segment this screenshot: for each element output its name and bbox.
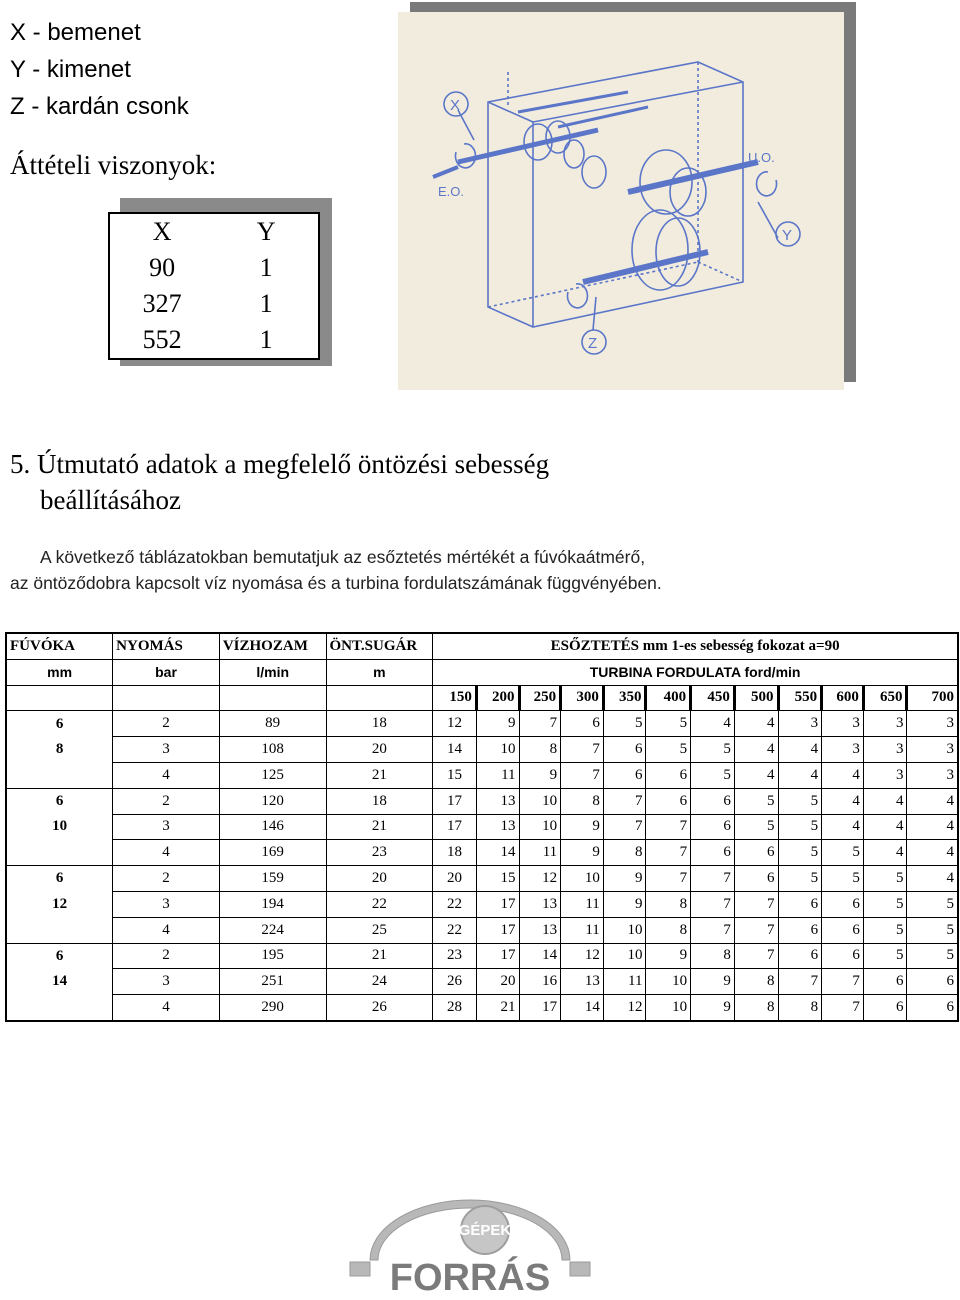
rainfall-cell: 5 (822, 840, 864, 866)
gearbox-drawing (398, 12, 844, 390)
rainfall-cell: 13 (561, 969, 604, 995)
ratio-row (109, 250, 319, 286)
rainfall-cell: 4 (907, 840, 958, 866)
ratio-title: Áttételi viszonyok: (10, 150, 217, 180)
unit-turbine-speed: TURBINA FORDULATA ford/min (589, 664, 801, 681)
rainfall-cell: 14 (433, 737, 477, 763)
drawing-label-eo: E.O. (438, 184, 465, 199)
rainfall-cell: 4 (907, 788, 958, 814)
rainfall-cell: 4 (734, 762, 778, 788)
rainfall-cell: 11 (603, 969, 646, 995)
table-row (6, 762, 958, 788)
ratio-cell: 1 (259, 289, 273, 318)
rpm-header-cell: 300 (561, 685, 604, 711)
table-row (6, 917, 958, 943)
rainfall-cell: 11 (476, 762, 519, 788)
rainfall-cell: 6 (822, 917, 864, 943)
units-row (6, 659, 958, 685)
rainfall-cell: 12 (561, 943, 604, 969)
rainfall-cell: 5 (778, 866, 822, 892)
jet-cell: 21 (326, 762, 433, 788)
rainfall-cell: 28 (433, 995, 477, 1021)
rainfall-cell: 17 (433, 788, 477, 814)
header-jet: ÖNT.SUGÁR (326, 633, 433, 659)
rainfall-cell: 9 (603, 891, 646, 917)
section-title (10, 446, 549, 518)
rainfall-cell: 7 (822, 995, 864, 1021)
drawing-label-y: Y (782, 227, 793, 244)
jet-cell: 24 (326, 969, 433, 995)
rainfall-cell: 22 (433, 917, 477, 943)
rainfall-cell: 3 (907, 737, 958, 763)
rainfall-cell: 9 (519, 762, 561, 788)
nozzle-cell (6, 917, 113, 943)
rainfall-cell: 6 (778, 943, 822, 969)
irrigation-table (5, 632, 959, 1022)
drawing-label-uo: U.O. (748, 150, 775, 165)
ratio-header-row (109, 213, 319, 250)
rpm-header-cell: 500 (734, 685, 778, 711)
logo-main-text: FORRÁS (389, 1257, 551, 1298)
rainfall-cell: 26 (433, 969, 477, 995)
rainfall-cell: 17 (476, 917, 519, 943)
ratio-cell: 1 (259, 253, 273, 282)
rainfall-cell: 7 (822, 969, 864, 995)
header-nozzle: FÚVÓKA (6, 633, 113, 659)
rainfall-cell: 8 (603, 840, 646, 866)
rainfall-cell: 13 (476, 814, 519, 840)
rainfall-cell: 17 (476, 891, 519, 917)
header-row (6, 633, 958, 659)
rainfall-cell: 5 (646, 711, 691, 737)
rainfall-cell: 6 (646, 788, 691, 814)
rainfall-cell: 6 (863, 995, 907, 1021)
rainfall-cell: 6 (863, 969, 907, 995)
ratio-table (108, 212, 320, 360)
rainfall-cell: 8 (691, 943, 735, 969)
rainfall-cell: 3 (863, 762, 907, 788)
drawing-label-x: X (450, 97, 461, 114)
rainfall-cell: 8 (734, 969, 778, 995)
rainfall-cell: 15 (476, 866, 519, 892)
rainfall-cell: 3 (907, 711, 958, 737)
unit-nozzle: mm (6, 659, 113, 685)
rainfall-cell: 12 (519, 866, 561, 892)
rainfall-cell: 11 (561, 917, 604, 943)
jet-cell: 26 (326, 995, 433, 1021)
rpm-header-cell: 650 (863, 685, 907, 711)
rpm-header-cell: 600 (822, 685, 864, 711)
rainfall-cell: 5 (646, 737, 691, 763)
ratio-row (109, 322, 319, 359)
pressure-cell: 4 (113, 995, 220, 1021)
rainfall-cell: 6 (822, 891, 864, 917)
jet-cell: 18 (326, 711, 433, 737)
ratio-header-y: Y (256, 217, 276, 246)
pressure-cell: 4 (113, 917, 220, 943)
rainfall-cell: 7 (734, 891, 778, 917)
rainfall-cell: 8 (646, 891, 691, 917)
flow-cell: 120 (219, 788, 326, 814)
rainfall-cell: 3 (778, 711, 822, 737)
rainfall-cell: 6 (691, 788, 735, 814)
rainfall-cell: 4 (863, 814, 907, 840)
rainfall-cell: 9 (561, 840, 604, 866)
nozzle-cell: 12 (6, 891, 113, 917)
rpm-header-cell: 150 (433, 685, 477, 711)
jet-cell: 22 (326, 891, 433, 917)
rainfall-cell: 10 (476, 737, 519, 763)
rainfall-cell: 5 (907, 943, 958, 969)
rainfall-cell: 20 (433, 866, 477, 892)
rainfall-cell: 13 (519, 891, 561, 917)
nozzle-cell: 14 (6, 969, 113, 995)
jet-cell: 18 (326, 788, 433, 814)
flow-cell: 194 (219, 891, 326, 917)
rainfall-cell: 23 (433, 943, 477, 969)
rainfall-cell: 7 (734, 943, 778, 969)
rainfall-cell: 9 (476, 711, 519, 737)
rainfall-cell: 7 (646, 814, 691, 840)
rainfall-cell: 5 (863, 891, 907, 917)
rainfall-cell: 5 (863, 943, 907, 969)
rainfall-cell: 4 (907, 866, 958, 892)
rainfall-cell: 3 (863, 711, 907, 737)
rainfall-cell: 4 (778, 737, 822, 763)
ratio-cell: 1 (259, 325, 273, 354)
legend-item-x: X - bemenet (10, 19, 141, 46)
jet-cell: 20 (326, 737, 433, 763)
intro-line-1: A következő táblázatokban bemutatjuk az esőztetés mértékét a fúvókaátmérő, (40, 547, 646, 567)
flow-cell: 125 (219, 762, 326, 788)
nozzle-cell: 6 (6, 943, 113, 969)
ratio-cell: 552 (142, 325, 182, 354)
rainfall-cell: 7 (646, 840, 691, 866)
rainfall-cell: 6 (907, 995, 958, 1021)
rainfall-cell: 4 (907, 814, 958, 840)
pressure-cell: 3 (113, 969, 220, 995)
pressure-cell: 2 (113, 943, 220, 969)
rainfall-cell: 8 (561, 788, 604, 814)
rainfall-cell: 3 (907, 762, 958, 788)
flow-cell: 224 (219, 917, 326, 943)
rainfall-cell: 7 (691, 866, 735, 892)
rpm-header-cell: 700 (907, 685, 958, 711)
rainfall-cell: 5 (863, 866, 907, 892)
rainfall-cell: 5 (778, 840, 822, 866)
table-row (6, 891, 958, 917)
rpm-header-cell: 250 (519, 685, 561, 711)
rainfall-cell: 3 (822, 737, 864, 763)
rainfall-cell: 9 (646, 943, 691, 969)
flow-cell: 195 (219, 943, 326, 969)
gearbox-diagram (398, 12, 844, 390)
table-row (6, 866, 958, 892)
drawing-label-z: Z (588, 335, 598, 352)
table-row (6, 737, 958, 763)
rpm-header-cell: 350 (603, 685, 646, 711)
flow-cell: 251 (219, 969, 326, 995)
jet-cell: 21 (326, 943, 433, 969)
rainfall-cell: 6 (561, 711, 604, 737)
rainfall-cell: 5 (603, 711, 646, 737)
rainfall-cell: 5 (691, 737, 735, 763)
rainfall-cell: 6 (603, 737, 646, 763)
rainfall-cell: 5 (778, 788, 822, 814)
rainfall-cell: 5 (691, 762, 735, 788)
rainfall-cell: 5 (907, 891, 958, 917)
rainfall-cell: 4 (863, 788, 907, 814)
rainfall-cell: 18 (433, 840, 477, 866)
pressure-cell: 2 (113, 711, 220, 737)
rainfall-cell: 12 (603, 995, 646, 1021)
jet-cell: 21 (326, 814, 433, 840)
rainfall-cell: 6 (646, 762, 691, 788)
pressure-cell: 4 (113, 840, 220, 866)
rainfall-cell: 6 (907, 969, 958, 995)
flow-cell: 159 (219, 866, 326, 892)
rainfall-cell: 4 (778, 762, 822, 788)
rainfall-cell: 17 (476, 943, 519, 969)
rainfall-cell: 12 (433, 711, 477, 737)
rainfall-cell: 7 (519, 711, 561, 737)
flow-cell: 146 (219, 814, 326, 840)
flow-cell: 108 (219, 737, 326, 763)
rainfall-cell: 21 (476, 995, 519, 1021)
rainfall-cell: 10 (519, 788, 561, 814)
rainfall-cell: 10 (646, 969, 691, 995)
rainfall-cell: 4 (691, 711, 735, 737)
table-row (6, 969, 958, 995)
rainfall-cell: 7 (603, 788, 646, 814)
flow-cell: 169 (219, 840, 326, 866)
rainfall-cell: 8 (646, 917, 691, 943)
rainfall-cell: 10 (646, 995, 691, 1021)
rainfall-cell: 9 (691, 969, 735, 995)
rainfall-cell: 14 (519, 943, 561, 969)
gepek-forras-logo (340, 1190, 600, 1298)
unit-jet: m (326, 659, 433, 685)
rainfall-cell: 4 (863, 840, 907, 866)
rpm-header-cell: 200 (476, 685, 519, 711)
pressure-cell: 3 (113, 737, 220, 763)
rainfall-cell: 7 (734, 917, 778, 943)
table-row (6, 814, 958, 840)
nozzle-cell (6, 840, 113, 866)
ratio-cell: 327 (142, 289, 182, 318)
nozzle-cell: 6 (6, 866, 113, 892)
ratio-cell: 90 (149, 253, 176, 282)
nozzle-cell: 8 (6, 737, 113, 763)
section-title-line-2: beállításához (40, 485, 181, 515)
header-flow: VÍZHOZAM (219, 633, 326, 659)
table-row (6, 995, 958, 1021)
table-row (6, 943, 958, 969)
rpm-row (6, 685, 958, 711)
rainfall-cell: 13 (519, 917, 561, 943)
rainfall-cell: 5 (822, 866, 864, 892)
unit-pressure: bar (113, 659, 220, 685)
rainfall-cell: 5 (863, 917, 907, 943)
rainfall-cell: 17 (433, 814, 477, 840)
intro-line-2: az öntöződobra kapcsolt víz nyomása és a turbina fordulatszámának függvényében. (10, 573, 662, 593)
ratio-header-x: X (152, 217, 172, 246)
rainfall-cell: 4 (822, 814, 864, 840)
rainfall-cell: 6 (603, 762, 646, 788)
rainfall-cell: 20 (476, 969, 519, 995)
table-row (6, 788, 958, 814)
rainfall-cell: 15 (433, 762, 477, 788)
rainfall-cell: 7 (561, 737, 604, 763)
rainfall-cell: 10 (603, 917, 646, 943)
table-row (6, 840, 958, 866)
rainfall-cell: 13 (476, 788, 519, 814)
rainfall-cell: 7 (691, 917, 735, 943)
rainfall-cell: 6 (734, 866, 778, 892)
nozzle-cell (6, 762, 113, 788)
rainfall-cell: 4 (822, 762, 864, 788)
rpm-header-cell: 450 (691, 685, 735, 711)
rpm-header-cell: 550 (778, 685, 822, 711)
rainfall-cell: 14 (561, 995, 604, 1021)
rainfall-cell: 10 (519, 814, 561, 840)
rainfall-cell: 17 (519, 995, 561, 1021)
legend (10, 14, 189, 125)
rainfall-cell: 22 (433, 891, 477, 917)
rainfall-cell: 8 (734, 995, 778, 1021)
rainfall-cell: 4 (734, 737, 778, 763)
pressure-cell: 2 (113, 866, 220, 892)
rainfall-cell: 6 (734, 840, 778, 866)
rainfall-cell: 11 (561, 891, 604, 917)
rainfall-cell: 3 (863, 737, 907, 763)
rainfall-cell: 6 (778, 917, 822, 943)
intro-text (10, 544, 662, 596)
rainfall-cell: 9 (603, 866, 646, 892)
rainfall-cell: 8 (519, 737, 561, 763)
rainfall-cell: 4 (734, 711, 778, 737)
nozzle-cell: 6 (6, 788, 113, 814)
pressure-cell: 3 (113, 891, 220, 917)
rainfall-cell: 8 (778, 995, 822, 1021)
header-rainfall: ESŐZTETÉS mm 1-es sebesség fokozat a=90 (433, 633, 958, 659)
rainfall-cell: 7 (646, 866, 691, 892)
pressure-cell: 4 (113, 762, 220, 788)
rainfall-cell: 6 (822, 943, 864, 969)
header-pressure: NYOMÁS (113, 633, 220, 659)
rainfall-cell: 5 (907, 917, 958, 943)
rainfall-cell: 14 (476, 840, 519, 866)
jet-cell: 25 (326, 917, 433, 943)
rainfall-cell: 10 (561, 866, 604, 892)
rainfall-cell: 7 (561, 762, 604, 788)
logo-top-text: GÉPEK (458, 1222, 512, 1239)
ratio-row (109, 286, 319, 322)
rainfall-cell: 16 (519, 969, 561, 995)
rainfall-cell: 10 (603, 943, 646, 969)
rainfall-cell: 7 (691, 891, 735, 917)
rainfall-cell: 4 (822, 788, 864, 814)
rainfall-cell: 3 (822, 711, 864, 737)
section-title-line-1: 5. Útmutató adatok a megfelelő öntözési sebesség (10, 449, 550, 479)
nozzle-cell: 6 (6, 711, 113, 737)
jet-cell: 20 (326, 866, 433, 892)
flow-cell: 89 (219, 711, 326, 737)
pressure-cell: 2 (113, 788, 220, 814)
legend-item-z: Z - kardán csonk (10, 93, 189, 120)
rainfall-cell: 9 (691, 995, 735, 1021)
rainfall-cell: 7 (778, 969, 822, 995)
rainfall-cell: 5 (734, 814, 778, 840)
rainfall-cell: 6 (778, 891, 822, 917)
rainfall-cell: 5 (734, 788, 778, 814)
rainfall-cell: 9 (561, 814, 604, 840)
unit-flow: l/min (219, 659, 326, 685)
flow-cell: 290 (219, 995, 326, 1021)
legend-item-y: Y - kimenet (10, 56, 131, 83)
table-row (6, 711, 958, 737)
rainfall-cell: 6 (691, 814, 735, 840)
rainfall-cell: 7 (603, 814, 646, 840)
jet-cell: 23 (326, 840, 433, 866)
nozzle-cell (6, 995, 113, 1021)
rainfall-cell: 5 (778, 814, 822, 840)
rainfall-cell: 6 (691, 840, 735, 866)
rainfall-cell: 11 (519, 840, 561, 866)
nozzle-cell: 10 (6, 814, 113, 840)
pressure-cell: 3 (113, 814, 220, 840)
rpm-header-cell: 400 (646, 685, 691, 711)
